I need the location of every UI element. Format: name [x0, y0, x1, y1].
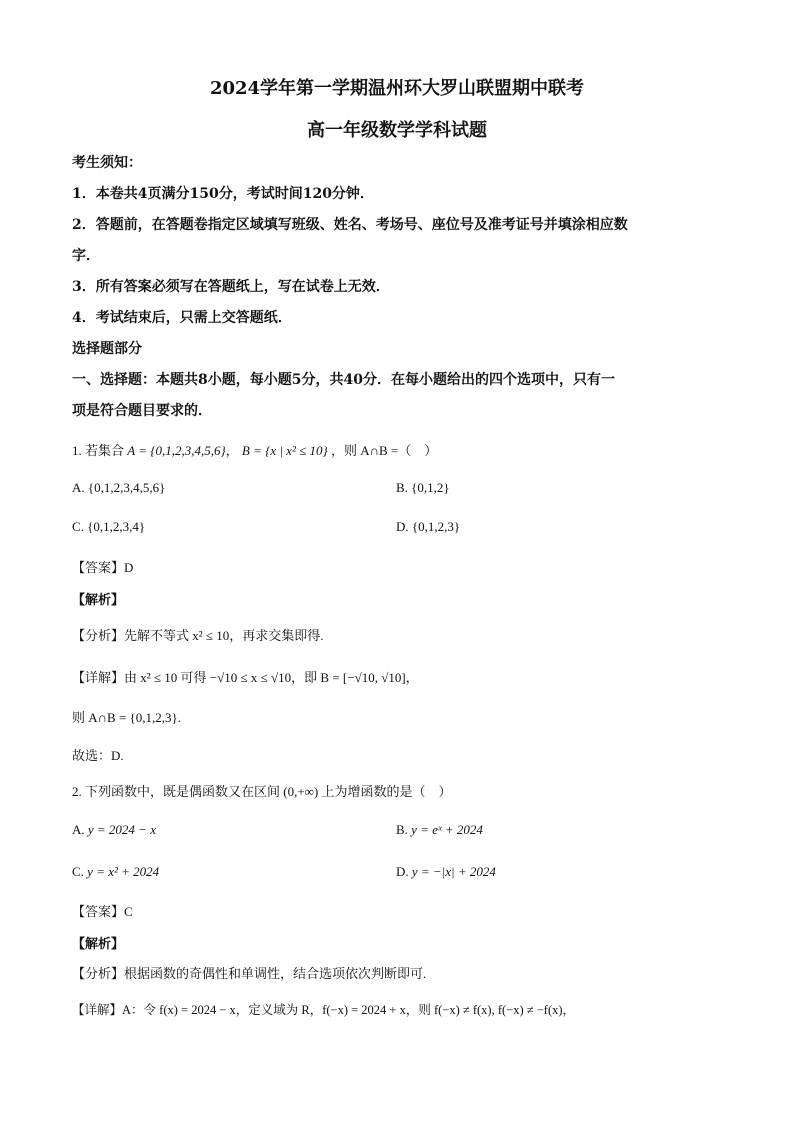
q2-option-d [396, 864, 496, 880]
section-part: 选择题部分 [72, 341, 142, 357]
q1-option-b [396, 480, 450, 496]
section-intro-line2: 项是符合题目要求的． [72, 403, 212, 419]
q1-choose: 故选：D. [72, 748, 124, 763]
notice-heading: 考生须知： [72, 155, 142, 171]
q1-sep: ， [225, 443, 239, 458]
q2-option-d-label: D. [396, 864, 409, 879]
q1-option-c [72, 519, 145, 535]
q2-option-c [72, 864, 159, 880]
notice-item-3: 3．所有答案必须写在答题纸上，写在试卷上无效． [72, 279, 390, 295]
q1-option-c-label: C. [72, 519, 84, 534]
q1-option-b-value: {0,1,2} [411, 480, 450, 495]
q2-option-a [72, 822, 156, 838]
exam-subtitle: 高一年级数学学科试题 [307, 120, 487, 141]
section-intro-line1: 一、选择题：本题共8小题，每小题5分，共40分．在每小题给出的四个选项中，只有一 [72, 372, 615, 388]
q2-option-b [396, 822, 483, 838]
q1-option-a-label: A. [72, 480, 85, 495]
notice-item-2: 2．答题前，在答题卷指定区域填写班级、姓名、考场号、座位号及准考证号并填涂相应数 [72, 217, 628, 233]
q2-option-a-label: A. [72, 822, 85, 837]
q2-option-c-value: y = x² + 2024 [87, 864, 160, 879]
exam-title: 2024学年第一学期温州环大罗山联盟期中联考 [209, 78, 585, 99]
q1-set-b: B = {x | x² ≤ 10} [241, 443, 328, 458]
q2-option-b-label: B. [396, 822, 408, 837]
q1-fenxi: 【分析】先解不等式 x² ≤ 10，再求交集即得. [72, 628, 324, 643]
q1-option-c-value: {0,1,2,3,4} [87, 519, 146, 534]
q2-analysis-tag: 【解析】 [72, 936, 125, 951]
q1-stem-prefix: 1. 若集合 [72, 443, 125, 458]
q2-option-b-value: y = eˣ + 2024 [411, 822, 483, 837]
q1-option-a [72, 480, 165, 496]
q1-stem [72, 440, 437, 459]
q1-stem-suffix: ，则 A∩B =（ ） [330, 443, 438, 458]
q2-option-d-value: y = −|x| + 2024 [411, 864, 496, 879]
notice-item-4: 4．考试结束后，只需上交答题纸． [72, 310, 292, 326]
q1-option-d [396, 519, 460, 535]
q1-option-d-label: D. [396, 519, 409, 534]
q1-then: 则 A∩B = {0,1,2,3}. [72, 710, 182, 725]
q1-option-a-value: {0,1,2,3,4,5,6} [87, 480, 166, 495]
q2-option-c-label: C. [72, 864, 84, 879]
q1-set-a: A = {0,1,2,3,4,5,6} [127, 443, 226, 458]
q2-fenxi: 【分析】根据函数的奇偶性和单调性，结合选项依次判断即可. [72, 966, 427, 981]
q1-answer: 【答案】D [72, 560, 134, 575]
q2-option-a-value: y = 2024 − x [87, 822, 156, 837]
q1-option-b-label: B. [396, 480, 408, 495]
notice-item-1: 1．本卷共4页满分150分，考试时间120分钟． [72, 186, 374, 202]
notice-item-2-cont: 字． [72, 248, 100, 264]
q1-analysis-tag: 【解析】 [72, 592, 125, 607]
q1-option-d-value: {0,1,2,3} [411, 519, 461, 534]
q2-stem: 2. 下列函数中，既是偶函数又在区间 (0,+∞) 上为增函数的是（ ） [72, 784, 452, 799]
q2-answer: 【答案】C [72, 904, 133, 919]
q2-xiangjie: 【详解】A：令 f(x) = 2024 − x，定义域为 R，f(−x) = 2024 + x，则 f(−x) ≠ f(x), f(−x) ≠ −f(x)， [72, 1003, 576, 1017]
q1-xiangjie: 【详解】由 x² ≤ 10 可得 −√10 ≤ x ≤ √10，即 B = [−√10, √10]， [72, 670, 419, 685]
